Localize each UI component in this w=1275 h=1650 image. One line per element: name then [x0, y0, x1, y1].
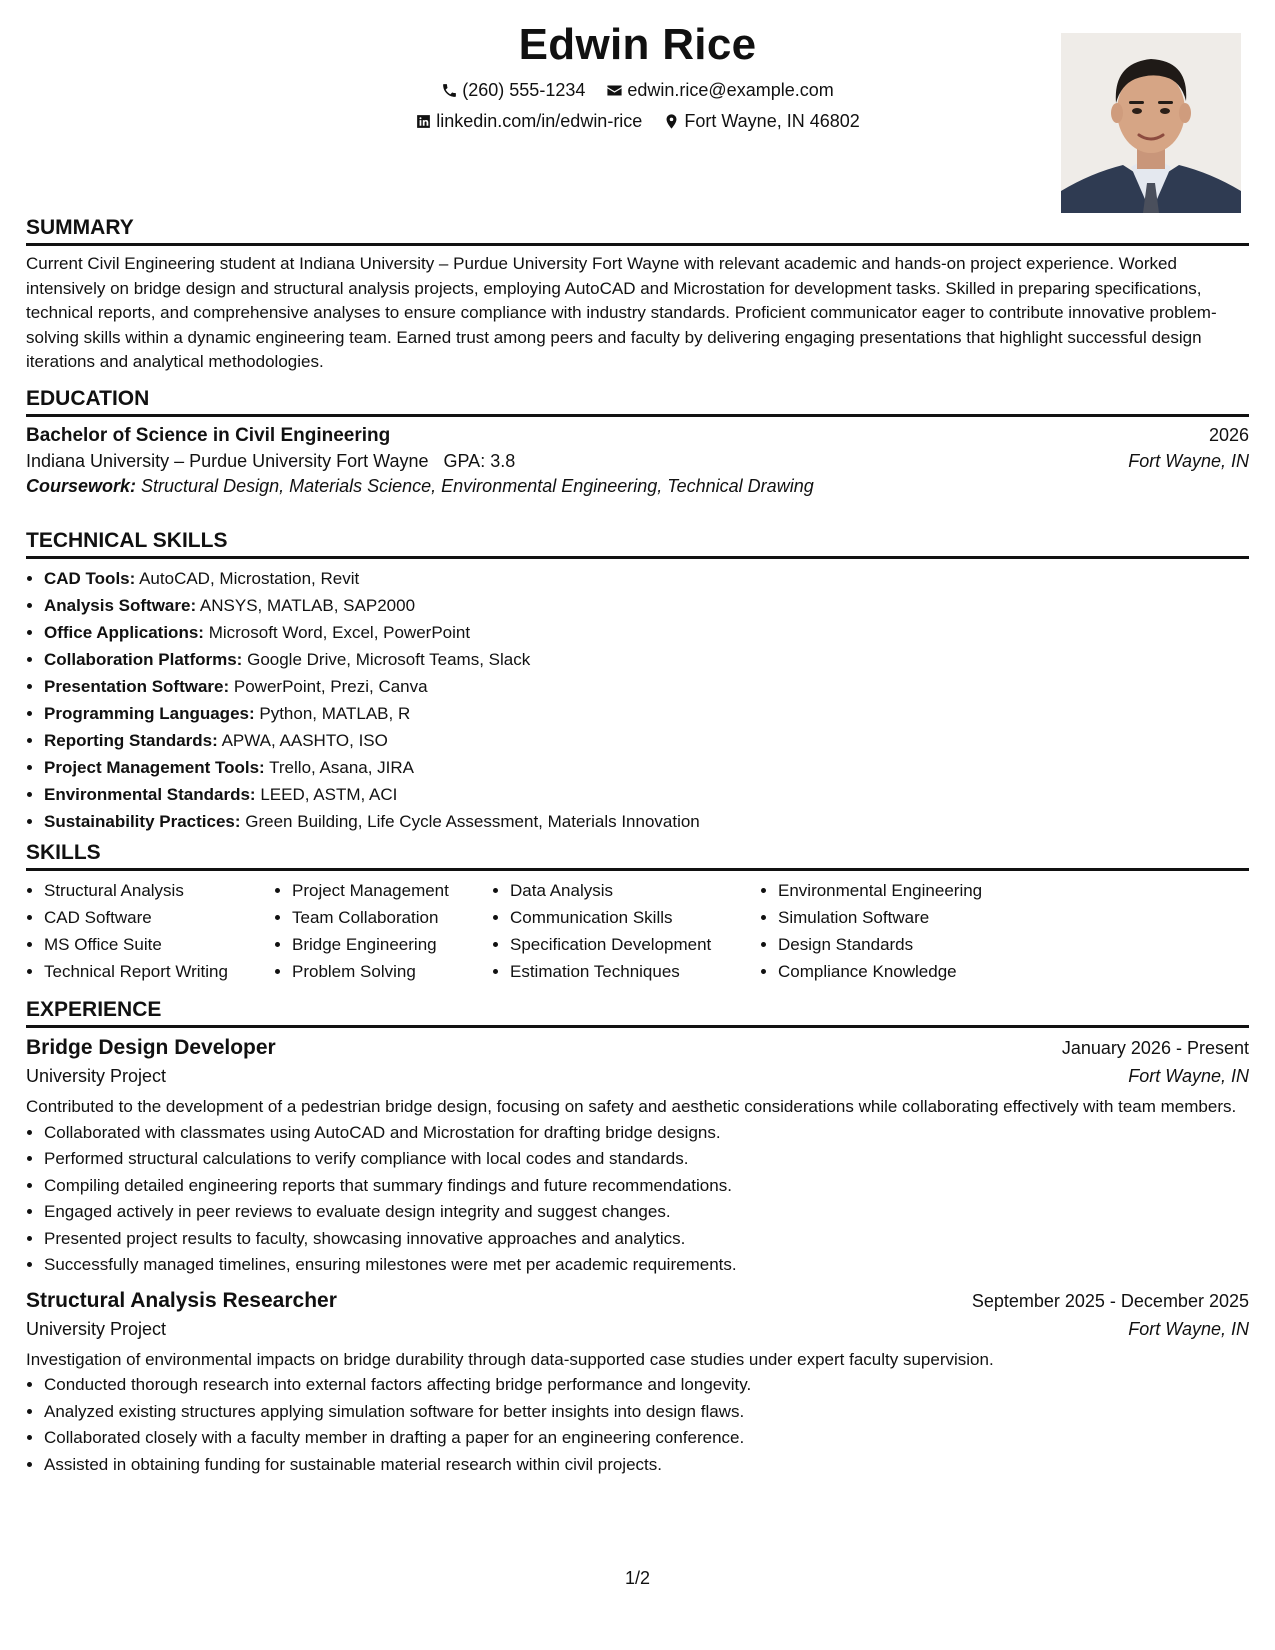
resume-header: [26, 0, 1249, 235]
profile-photo: [1061, 33, 1241, 213]
resume-page: [26, 0, 1249, 1474]
skill-value: Python, MATLAB, R: [259, 704, 411, 723]
skills-column: [274, 877, 492, 985]
envelope-icon: [606, 82, 623, 99]
skill-value: AutoCAD, Microstation, Revit: [139, 569, 360, 588]
linkedin-contact[interactable]: [415, 111, 642, 132]
coursework-label: Coursework:: [26, 476, 137, 496]
linkedin-icon: [415, 113, 432, 130]
skills-column: [26, 877, 274, 985]
job-bullet: • Performed structural calculations to verify compliance with local codes and standards.: [44, 1146, 1249, 1173]
school-info: [26, 451, 515, 472]
skill-label: CAD Tools:: [44, 569, 136, 588]
skill-item: • Technical Report Writing: [44, 958, 274, 985]
technical-skill-item: [44, 781, 1249, 808]
technical-skill-item: [44, 673, 1249, 700]
degree: Bachelor of Science in Civil Engineering: [26, 425, 391, 446]
technical-skills-list: [26, 565, 1249, 835]
job-bullets: [26, 1120, 1249, 1279]
skill-item: • Communication Skills: [510, 904, 760, 931]
job-location: Fort Wayne, IN: [1128, 1318, 1249, 1339]
skill-item: • Bridge Engineering: [292, 931, 492, 958]
location-contact: [663, 111, 859, 132]
skill-item: • CAD Software: [44, 904, 274, 931]
email-text[interactable]: edwin.rice@example.com: [627, 80, 834, 100]
skills-column: [760, 877, 1038, 985]
summary-heading: SUMMARY: [26, 216, 1249, 246]
education-heading: EDUCATION: [26, 387, 1249, 417]
technical-skills-heading: TECHNICAL SKILLS: [26, 529, 1249, 559]
job-org-row: [26, 1319, 1249, 1340]
skill-label: Reporting Standards:: [44, 731, 218, 750]
technical-skill-item: [44, 727, 1249, 754]
skill-value: Green Building, Life Cycle Assessment, Materials Innovation: [245, 812, 700, 831]
education-degree-row: [26, 425, 1249, 447]
job-dates: September 2025 - December 2025: [971, 1290, 1249, 1311]
school-location: Fort Wayne, IN: [1128, 451, 1249, 471]
experience-heading: EXPERIENCE: [26, 998, 1249, 1028]
summary-section: [26, 216, 1249, 375]
job-bullets: [26, 1372, 1249, 1478]
job-bullet: • Compiling detailed engineering reports that summary findings and future recommendations.: [44, 1173, 1249, 1200]
graduation-year: 2026: [1208, 425, 1249, 445]
job-organization: University Project: [26, 1066, 167, 1086]
summary-text: Current Civil Engineering student at Indiana University – Purdue University Fort Wayne with relevant academic and hands-on project experience. Worked intensively on bridge design and structural analysis projects, employing AutoCAD and Microstation for development tasks. Skilled in preparing specifications, technical reports, and comprehensive analyses to ensure compliance with industry standards. Proficient communicator eager to contribute innovative problem-solving skills within a dynamic engineering team. Earned trust among peers and faculty by delivering engaging presentations that highlight successful design iterations and analytical methodologies.: [26, 254, 1217, 371]
skill-value: Google Drive, Microsoft Teams, Slack: [247, 650, 531, 669]
skill-item: • Environmental Engineering: [778, 877, 1038, 904]
skill-value: Trello, Asana, JIRA: [269, 758, 415, 777]
coursework: [26, 476, 1249, 497]
skill-label: Programming Languages:: [44, 704, 255, 723]
job-title-row: [26, 1289, 1249, 1313]
skill-label: Office Applications:: [44, 623, 204, 642]
job-dates: January 2026 - Present: [1061, 1038, 1249, 1058]
job-bullet: • Engaged actively in peer reviews to evaluate design integrity and suggest changes.: [44, 1199, 1249, 1226]
email-contact[interactable]: [606, 80, 833, 101]
job-bullet: • Analyzed existing structures applying simulation software for better insights into design flaws.: [44, 1399, 1249, 1426]
experience-section: [26, 998, 1249, 1478]
job-title: Bridge Design Developer: [26, 1036, 276, 1059]
job-title: Structural Analysis Researcher: [26, 1288, 337, 1312]
skill-item: • MS Office Suite: [44, 931, 274, 958]
technical-skill-item: [44, 700, 1249, 727]
skills-section: [26, 841, 1249, 985]
skill-item: • Data Analysis: [510, 877, 760, 904]
job-entry: [26, 1036, 1249, 1279]
job-bullet: • Conducted thorough research into external factors affecting bridge performance and longevity.: [44, 1372, 1249, 1399]
skill-value: APWA, AASHTO, ISO: [221, 731, 388, 750]
technical-skills-section: [26, 529, 1249, 835]
job-org-row: [26, 1066, 1249, 1087]
phone-icon: [441, 82, 458, 99]
phone-text: (260) 555-1234: [462, 80, 586, 100]
coursework-list: Structural Design, Materials Science, Environmental Engineering, Technical Drawing: [141, 476, 814, 496]
skill-item: • Compliance Knowledge: [778, 958, 1038, 985]
technical-skill-item: [44, 592, 1249, 619]
job-location: Fort Wayne, IN: [1128, 1066, 1249, 1086]
education-section: [26, 387, 1249, 497]
job-description: Contributed to the development of a pedestrian bridge design, focusing on safety and aesthetic considerations while collaborating effectively with team members.: [26, 1097, 1237, 1116]
linkedin-text[interactable]: linkedin.com/in/edwin-rice: [436, 111, 643, 131]
map-pin-icon: [663, 113, 680, 130]
skill-label: Project Management Tools:: [44, 758, 265, 777]
gpa: GPA: 3.8: [443, 451, 516, 471]
job-entry: [26, 1289, 1249, 1479]
candidate-name: Edwin Rice: [518, 20, 757, 69]
job-bullet: • Successfully managed timelines, ensuring milestones were met per academic requirements.: [44, 1252, 1249, 1279]
job-bullet: • Collaborated closely with a faculty member in drafting a paper for an engineering conference.: [44, 1425, 1249, 1452]
skills-heading: SKILLS: [26, 841, 1249, 871]
skill-item: • Simulation Software: [778, 904, 1038, 931]
school-name: Indiana University – Purdue University Fort Wayne: [26, 451, 429, 471]
technical-skill-item: [44, 619, 1249, 646]
job-organization: University Project: [26, 1318, 167, 1339]
technical-skill-item: [44, 808, 1249, 835]
skill-value: ANSYS, MATLAB, SAP2000: [199, 596, 416, 615]
phone-contact: [441, 80, 585, 101]
page-number: 1/2: [624, 1568, 651, 1588]
portrait-illustration: [1061, 33, 1241, 213]
skill-item: • Design Standards: [778, 931, 1038, 958]
skill-item: • Estimation Techniques: [510, 958, 760, 985]
skills-grid: [26, 877, 1249, 985]
skill-value: Microsoft Word, Excel, PowerPoint: [208, 623, 471, 642]
skill-label: Environmental Standards:: [44, 785, 256, 804]
skill-value: LEED, ASTM, ACI: [260, 785, 398, 804]
technical-skill-item: [44, 565, 1249, 592]
skill-item: • Project Management: [292, 877, 492, 904]
skill-value: PowerPoint, Prezi, Canva: [233, 677, 428, 696]
skill-label: Presentation Software:: [44, 677, 230, 696]
skill-item: • Specification Development: [510, 931, 760, 958]
skill-label: Collaboration Platforms:: [44, 650, 243, 669]
education-school-row: [26, 451, 1249, 472]
job-description: Investigation of environmental impacts on bridge durability through data-supported case studies under expert faculty supervision.: [26, 1349, 994, 1369]
skill-label: Sustainability Practices:: [44, 812, 241, 831]
skill-item: • Problem Solving: [292, 958, 492, 985]
job-bullet: • Collaborated with classmates using AutoCAD and Microstation for drafting bridge designs.: [44, 1120, 1249, 1147]
location-text: Fort Wayne, IN 46802: [684, 111, 860, 131]
technical-skill-item: [44, 646, 1249, 673]
skill-item: • Team Collaboration: [292, 904, 492, 931]
skill-item: • Structural Analysis: [44, 877, 274, 904]
technical-skill-item: [44, 754, 1249, 781]
skill-label: Analysis Software:: [44, 596, 197, 615]
job-title-row: [26, 1036, 1249, 1060]
job-bullet: • Assisted in obtaining funding for sustainable material research within civil projects.: [44, 1452, 1249, 1479]
job-bullet: • Presented project results to faculty, showcasing innovative approaches and analytics.: [44, 1226, 1249, 1253]
skills-column: [492, 877, 760, 985]
